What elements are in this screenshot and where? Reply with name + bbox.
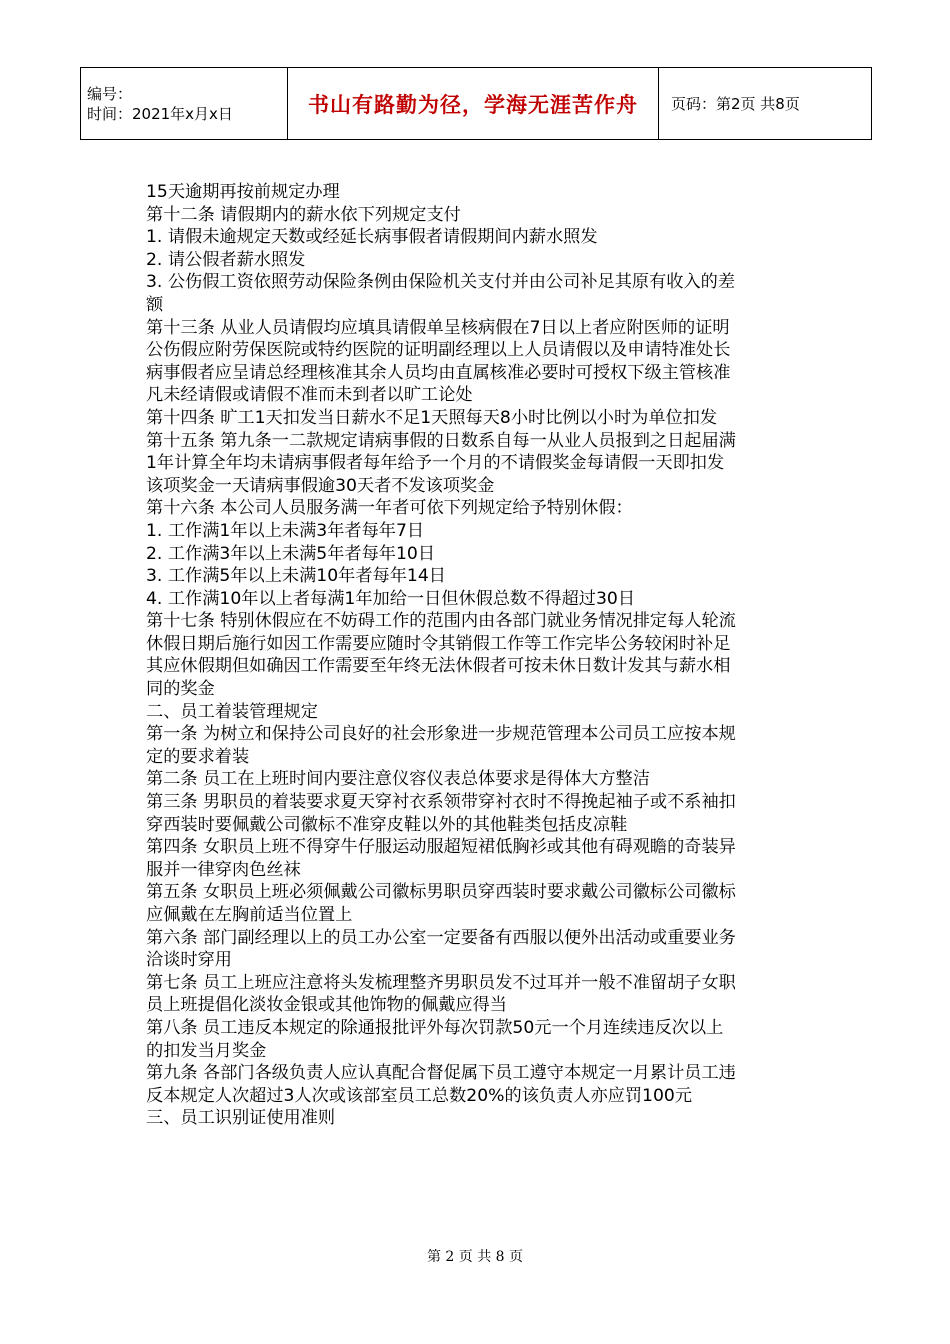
body-line: 服并一律穿肉色丝袜: [146, 859, 301, 880]
body-line: 第三条 男职员的着装要求夏天穿衬衣系领带穿衬衣时不得挽起袖子或不系袖扣: [146, 792, 736, 813]
body-line: 休假日期后施行如因工作需要应随时令其销假工作等工作完毕公务较闲时补足: [146, 633, 731, 654]
body-line: 第一条 为树立和保持公司良好的社会形象进一步规范管理本公司员工应按本规: [146, 724, 736, 745]
body-line: 第十四条 旷工1天扣发当日薪水不足1天照每天8小时比例以小时为单位扣发: [146, 407, 718, 428]
body-line: 第五条 女职员上班必须佩戴公司徽标男职员穿西装时要求戴公司徽标公司徽标: [146, 882, 736, 903]
body-line: 4. 工作满10年以上者每满1年加给一日但休假总数不得超过30日: [146, 588, 636, 609]
body-line: 第十二条 请假期内的薪水依下列规定支付: [146, 204, 461, 225]
body-line: 穿西装时要佩戴公司徽标不准穿皮鞋以外的其他鞋类包括皮凉鞋: [146, 814, 628, 835]
body-line: 二、员工着装管理规定: [146, 701, 318, 722]
body-line: 其应休假期但如确因工作需要至年终无法休假者可按未休日数计发其与薪水相: [146, 656, 731, 677]
body-line: 1. 工作满1年以上未满3年者每年7日: [146, 520, 425, 541]
body-line: 同的奖金: [146, 679, 215, 700]
body-line: 1. 请假未逾规定天数或经延长病事假者请假期间内薪水照发: [146, 227, 598, 248]
body-line: 1年计算全年均未请病事假者每年给予一个月的不请假奖金每请假一天即扣发: [146, 453, 725, 474]
body-line: 反本规定人次超过3人次或该部室员工总数20%的该负责人亦应罚100元: [146, 1085, 693, 1106]
body-line: 15天逾期再按前规定办理: [146, 182, 340, 202]
body-line: 洽谈时穿用: [146, 950, 232, 971]
document-body: [146, 181, 808, 1130]
document-date: 时间：2021年x月x日: [87, 104, 233, 123]
body-line: 第十六条 本公司人员服务满一年者可依下列规定给予特别休假：: [146, 498, 633, 519]
header-motto: 书山有路勤为径，学海无涯苦作舟: [288, 68, 659, 140]
header-page-info: 页码：第2页 共8页: [659, 68, 872, 140]
body-line: 公伤假应附劳保医院或特约医院的证明副经理以上人员请假以及申请特准处长: [146, 340, 731, 361]
document-number-label: 编号：: [87, 84, 133, 103]
body-line: 该项奖金一天请病事假逾30天者不发该项奖金: [146, 475, 495, 496]
body-line: 第七条 员工上班应注意将头发梳理整齐男职员发不过耳并一般不准留胡子女职: [146, 972, 736, 993]
body-line: 第十五条 第九条一二款规定请病事假的日数系自每一从业人员报到之日起届满: [146, 430, 736, 451]
document-header: [80, 67, 872, 140]
page-footer: 第 2 页 共 8 页: [426, 1249, 524, 1265]
body-line: 额: [146, 294, 164, 315]
body-line: 三、员工识别证使用准则: [146, 1108, 336, 1129]
body-line: 第二条 员工在上班时间内要注意仪容仪表总体要求是得体大方整洁: [146, 769, 650, 790]
body-line: 员上班提倡化淡妆金银或其他饰物的佩戴应得当: [146, 995, 507, 1016]
header-meta: [81, 68, 288, 140]
body-line: 第十三条 从业人员请假均应填具请假单呈核病假在7日以上者应附医师的证明: [146, 317, 730, 338]
body-line: 凡未经请假或请假不准而未到者以旷工论处: [146, 385, 473, 406]
body-line: 第六条 部门副经理以上的员工办公室一定要备有西服以便外出活动或重要业务: [146, 927, 736, 948]
body-line: 定的要求着装: [146, 746, 250, 767]
body-line: 2. 工作满3年以上未满5年者每年10日: [146, 543, 436, 564]
body-line: 应佩戴在左胸前适当位置上: [146, 905, 353, 925]
body-line: 第四条 女职员上班不得穿牛仔服运动服超短裙低胸衫或其他有碍观瞻的奇装异: [146, 837, 736, 858]
body-line: 第九条 各部门各级负责人应认真配合督促属下员工遵守本规定一月累计员工违: [146, 1063, 736, 1084]
body-line: 第十七条 特别休假应在不妨碍工作的范围内由各部门就业务情况排定每人轮流: [146, 611, 736, 632]
body-line: 3. 工作满5年以上未满10年者每年14日: [146, 566, 446, 587]
body-line: 的扣发当月奖金: [146, 1040, 267, 1061]
body-line: 病事假者应呈请总经理核准其余人员均由直属核准必要时可授权下级主管核准: [146, 362, 731, 383]
body-line: 2. 请公假者薪水照发: [146, 249, 306, 270]
body-line: 第八条 员工违反本规定的除通报批评外每次罚款50元一个月连续违反次以上: [146, 1017, 724, 1038]
body-line: 3. 公伤假工资依照劳动保险条例由保险机关支付并由公司补足其原有收入的差: [146, 272, 736, 293]
